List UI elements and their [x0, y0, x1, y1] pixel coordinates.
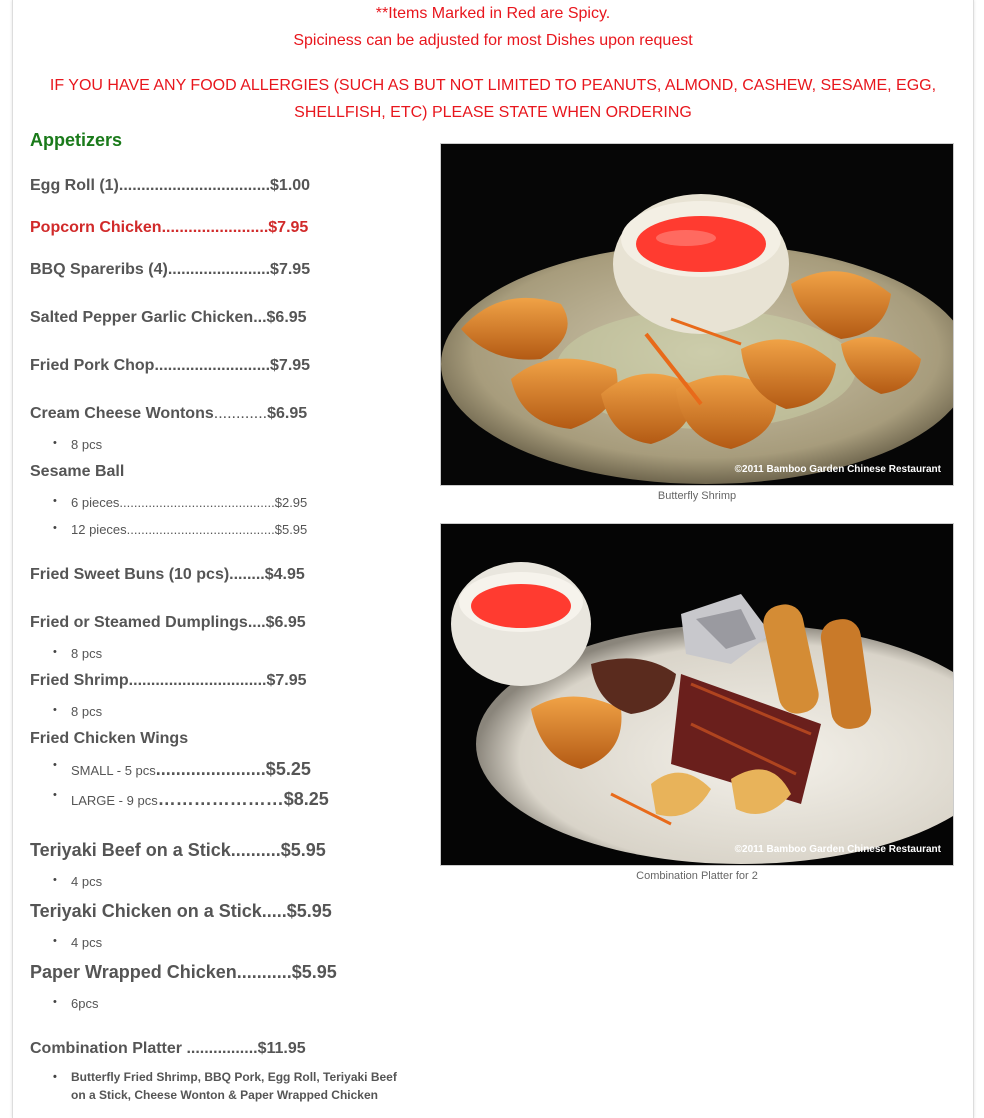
- menu-item-dumplings: Fried or Steamed Dumplings....$6.95: [30, 614, 306, 631]
- menu-item-combination-platter: Combination Platter ................$11.95: [30, 1040, 306, 1057]
- item-detail: • 8 pcs: [71, 646, 102, 661]
- item-detail: • 6pcs: [71, 996, 98, 1011]
- allergy-notice: IF YOU HAVE ANY FOOD ALLERGIES (SUCH AS BUT NOT LIMITED TO PEANUTS, ALMOND, CASHEW, SESAME, EGG, SHELLFISH, ETC) PLEASE STATE WHEN ORDERING: [49, 77, 937, 121]
- menu-item-fried-pork-chop: Fried Pork Chop..........................$7.95: [30, 357, 311, 374]
- size-label: LARGE - 9 pcs: [71, 793, 158, 808]
- menu-item-bbq-spareribs: BBQ Spareribs (4).......................$7.95: [30, 261, 311, 278]
- butterfly-shrimp-image: [441, 144, 953, 485]
- item-detail: • 12 pieces.........................................$5.95: [71, 522, 307, 537]
- item-price: $6.95: [267, 405, 308, 422]
- item-detail: • 8 pcs: [71, 437, 102, 452]
- item-name: Cream Cheese Wontons: [30, 405, 214, 422]
- item-detail-small: [71, 759, 311, 780]
- item-detail: • 4 pcs: [71, 935, 102, 950]
- item-detail: • 6 pieces...........................................$2.95: [71, 495, 307, 510]
- menu-item-fried-sweet-buns: Fried Sweet Buns (10 pcs)........$4.95: [30, 566, 305, 583]
- menu-item-fried-chicken-wings: Fried Chicken Wings: [30, 730, 189, 747]
- menu-page: [12, 0, 974, 1118]
- item-detail: • Butterfly Fried Shrimp, BBQ Pork, Egg Roll, Teriyaki Beef on a Stick, Cheese Wonton & Paper Wrapped Chicken: [71, 1068, 401, 1104]
- size-label: SMALL - 5 pcs: [71, 763, 156, 778]
- combination-platter-image: [441, 524, 953, 865]
- spiciness-adjust-notice: Spiciness can be adjusted for most Dishes upon request: [293, 32, 693, 49]
- photo-watermark: ©2011 Bamboo Garden Chinese Restaurant: [734, 464, 941, 475]
- photo-butterfly-shrimp: [440, 143, 954, 486]
- menu-item-egg-roll: Egg Roll (1)..................................$1.00: [30, 177, 311, 194]
- menu-item-paper-wrapped-chicken: Paper Wrapped Chicken...........$5.95: [30, 962, 337, 982]
- menu-item-sesame-ball: Sesame Ball: [30, 463, 125, 480]
- photo-caption-butterfly-shrimp: Butterfly Shrimp: [657, 490, 737, 502]
- size-price: ......................$5.25: [155, 759, 311, 779]
- item-detail: • 4 pcs: [71, 874, 102, 889]
- photo-combination-platter: [440, 523, 954, 866]
- menu-item-teriyaki-beef: Teriyaki Beef on a Stick..........$5.95: [30, 840, 326, 860]
- item-dots: ............: [213, 405, 268, 422]
- photo-watermark: ©2011 Bamboo Garden Chinese Restaurant: [734, 844, 941, 855]
- menu-item-cream-cheese-wontons: [30, 405, 307, 423]
- menu-item-salted-pepper-garlic-chicken: Salted Pepper Garlic Chicken...$6.95: [30, 309, 307, 326]
- spicy-notice: **Items Marked in Red are Spicy.: [375, 5, 611, 22]
- size-price: …………………$8.25: [157, 789, 329, 809]
- photo-caption-combination-platter: Combination Platter for 2: [636, 870, 758, 882]
- menu-item-fried-shrimp: Fried Shrimp...............................$7.95: [30, 672, 307, 689]
- item-detail: • 8 pcs: [71, 704, 102, 719]
- item-detail-large: [71, 789, 329, 810]
- menu-item-teriyaki-chicken: Teriyaki Chicken on a Stick.....$5.95: [30, 901, 332, 921]
- menu-item-popcorn-chicken: Popcorn Chicken........................$7.95: [30, 219, 309, 236]
- section-title-appetizers: Appetizers: [30, 130, 123, 150]
